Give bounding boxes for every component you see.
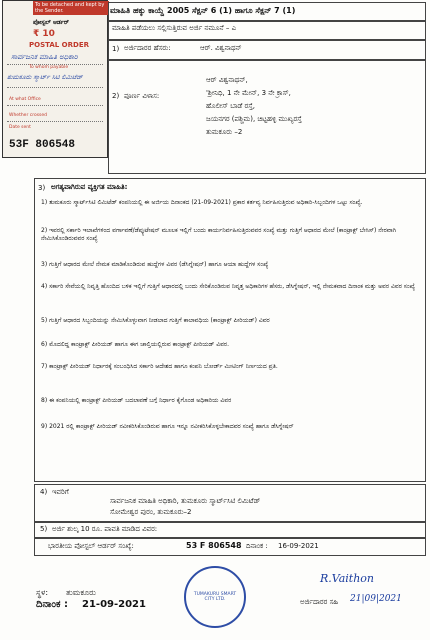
fee-label: ಅರ್ಜಿ ಶುಲ್ಕ 10 ರೂ. ಪಾವತಿ ಮಾಡಿದ ವಿವರ:: [52, 525, 158, 533]
divider: [7, 121, 103, 122]
divider: [108, 20, 426, 22]
postal-amount: ₹ 10: [33, 29, 55, 39]
list-item: 9) 2021 ರಲ್ಲಿ ಕಾಂಟ್ರಾಕ್ಟ್ ಪೀರಿಯಡ್ ನವೀಕರಿಸಿಕೊಂಡಿರುವ ಹಾಗೂ ಇನ್ನೂ ನವೀಕರಿಸಿಕೊಳ್ಳಬೇಕಾದವರ ಸಂಖ್ಯೆ ಹಾಗೂ ಡೆಸಿಗ್ನೇಷನ್: [41, 423, 294, 430]
divider: [7, 105, 103, 106]
postal-date-value: 16-09-2021: [278, 542, 319, 550]
row-number: 4): [40, 488, 48, 496]
signature-label: ಅರ್ಜಿದಾರರ ಸಹಿ: [300, 598, 339, 606]
list-item: 5) ಗುತ್ತಿಗೆ ಆಧಾರದ ಸಿಬ್ಬಂದಿಯನ್ನು ನೇಮಿಸಿಕೊಳ್ಳುವಾಗ ನೀಡಲಾದ ಗುತ್ತಿಗೆ ಕಾಲಾವಧಿಯ (ಕಾಂಟ್ರಾಕ್ಟ್ ಪೀರಿಯಡ್) ವಿವರ: [41, 317, 270, 324]
crossed-label: Whether crossed: [9, 113, 48, 118]
list-item: 1) ತುಮಕೂರು ಸ್ಮಾರ್ಟ್‌ಸಿಟಿ ಲಿಮಿಟೆಡ್ ಕಂಪನಿಯಲ್ಲಿ ಈ ಅರ್ಜಿಯ ದಿನಾಂಕದ (21-09-2021) ಪ್ರಕಾರ ಕರ್ತವ್ಯ ನಿರ್ವಹಿಸುತ್ತಿರುವ ಅಧಿಕಾರಿ-ಸಿಬ್ಬಂದಿಗಳ ಒಟ್ಟು ಸಂಖ್ಯೆ.: [41, 199, 363, 206]
list-item: 7) ಕಾಂಟ್ರಾಕ್ಟ್ ಪೀರಿಯಡ್ ನಿರ್ಧಾರಕ್ಕೆ ಸಂಬಂಧಿಸಿದ ಸರ್ಕಾರಿ ಆದೇಶದ ಹಾಗೂ ಕಂಪನಿ ಬೋರ್ಡ್ ಮೀಟಿಂಗ್ ನಿರ್ಣಯದ ಪ್ರತಿ.: [41, 363, 278, 370]
postal-header-kannada: ಪೋಸ್ಟಲ್ ಆರ್ಡರ್: [33, 19, 69, 26]
recipient-label: ಇವರಿಗೆ: [52, 488, 69, 496]
date-value: 21-09-2021: [82, 599, 146, 610]
recipient-line: ಸಾರ್ವಜನಿಕ ಮಾಹಿತಿ ಅಧಿಕಾರಿ, ತುಮಕೂರು ಸ್ಮಾರ್ಟ್‌ಸಿಟಿ ಲಿಮಿಟೆಡ್: [110, 497, 261, 505]
postal-order-label: ಭಾರತೀಯ ಪೋಸ್ಟಲ್ ಆರ್ಡರ್ ಸಂಖ್ಯೆ:: [48, 542, 134, 550]
page-title: ಮಾಹಿತಿ ಹಕ್ಕು ಕಾಯ್ದೆ 2005 ಸೆಕ್ಷನ್ 6 (1) ಹಾಗೂ ಸೆಕ್ಷನ್ 7 (1): [110, 6, 296, 15]
list-item: 4) ಸರ್ಕಾರಿ ಸೇವೆಯಲ್ಲಿ ನಿವೃತ್ತಿ ಹೊಂದಿದ ಬಳಿಕ ಇಲ್ಲಿಗೆ ಗುತ್ತಿಗೆ ಆಧಾರದಲ್ಲಿ ಬಂದು ಸೇರಿಕೊಂಡಿರುವ ನಿವೃತ್ತ ಅಧಿಕಾರಿಗಳ ಹೆಸರು, ಡೆಸಿಗ್ನೇಷನ್, ಇಲ್ಲಿ ನೇಮಕವಾದ ದಿನಾಂಕ ಮತ್ತು ಅವರ ವಿವರ ಸಂಖ್ಯೆ: [41, 283, 416, 290]
list-item: 3) ಗುತ್ತಿಗೆ ಆಧಾರದ ಮೇಲೆ ನೇಮಕ ಮಾಡಿಕೊಂಡಿರುವ ಹುದ್ದೆಗಳ ವಿವರ (ಡೆಸಿಗ್ನೇಷನ್) ಹಾಗೂ ಆಯಾ ಹುದ್ದೆಗಳ ಸಂಖ್ಯೆ: [41, 261, 269, 268]
recipient-line: ಸೋಮೇಶ್ವರ ಪುರಂ, ತುಮಕೂರು–2: [110, 508, 192, 516]
address-label: ಪೂರ್ಣ ವಿಳಾಸ:: [124, 92, 160, 100]
divider: [7, 87, 103, 88]
postal-date-label: ದಿನಾಂಕ :: [246, 542, 268, 550]
stamp-text: TUMAKURU SMART CITY LTD.: [193, 592, 237, 602]
date-sent-label: Date sent: [9, 125, 31, 130]
address-line: 'ಶ್ರೀನಿಧಿ, 1 ನೇ ಮೇನ್, 3 ನೇ ಕ್ರಾಸ್,: [206, 89, 291, 97]
requested-info-heading: ಅಗತ್ಯವಾಗಿರುವ ವ್ಯಕ್ತಿಗತ ಮಾಹಿತಿ:: [51, 183, 128, 191]
postal-order-stub: [2, 0, 108, 158]
place-value: ತುಮಕೂರು: [66, 588, 96, 597]
requested-info-box: [34, 178, 426, 482]
postal-order-title: POSTAL ORDER: [29, 41, 89, 49]
postal-serial-number: 53F 806548: [9, 139, 76, 151]
payee-handwritten-2: ತುಮಕೂರು ಸ್ಮಾರ್ಟ್ ಸಿಟಿ ಲಿಮಿಟೆಡ್: [7, 73, 83, 81]
row-number: 1): [112, 45, 120, 53]
applicant-signature: R.Vaithon: [320, 572, 375, 585]
postal-order-number: 53 F 806548: [186, 541, 242, 550]
to-whom-label: To whom payable: [29, 65, 69, 70]
list-item: 8) ಈ ಕಂಪನಿಯಲ್ಲಿ ಕಾಂಟ್ರಾಕ್ಟ್ ಪೀರಿಯಡ್ ಬದಲಾವಣೆ ಬಗ್ಗೆ ನಿರ್ಧಾರ ಕೈಗೊಂಡ ಅಧಿಕಾರಿಯ ವಿವರ: [41, 397, 232, 404]
row-number: 2): [112, 92, 120, 100]
address-line: ಜಯನಗರ (ಪಶ್ಚಿಮ), ಚಿಟ್ಟಹಳ್ಳಿ ಮುಖ್ಯರಸ್ತೆ: [206, 115, 302, 123]
detach-note: To be detached and kept by the Sender.: [33, 1, 109, 15]
row-number: 5): [40, 525, 48, 533]
payee-handwritten: ಸಾರ್ವಜನಿಕ ಮಾಹಿತಿ ಅಧಿಕಾರಿ: [11, 53, 78, 61]
at-office-label: At what Office: [9, 97, 41, 102]
place-label: ಸ್ಥಳ:: [36, 588, 49, 597]
row-number: 3): [38, 184, 46, 192]
address-line: ಹೊಲೀಸ್ ಬಾಡೆ ರಸ್ತೆ,: [206, 102, 256, 110]
list-item: 2) ಇವರಲ್ಲಿ ಸರ್ಕಾರಿ ಇಲಾಖೆಗಳಿಂದ ವರ್ಗಾವಣೆ/ಡೆಪ್ಯುಟೇಷನ್ ಮೂಲಕ ಇಲ್ಲಿಗೆ ಬಂದು ಕಾರ್ಯನಿರ್ವಹಿಸುತ್ತಿರುವವರ ಸಂಖ್ಯೆ ಮತ್ತು ಗುತ್ತಿಗೆ ಆಧಾರದ ಮೇಲೆ (ಕಾಂಟ್ರಾಕ್ಟ್ ಬೇಸಿಸ್) ನೇರವಾಗಿ ನೇಮಿಸಿಕೊಂಡಿರುವವರ ಸಂಖ್ಯೆ: [41, 227, 397, 242]
applicant-name-value: ಆರ್. ವಿಶ್ವನಾಥನ್: [200, 44, 242, 52]
company-seal-stamp: [184, 566, 246, 628]
signature-date: 21|09|2021: [350, 594, 402, 604]
address-line: ತುಮಕೂರು –2: [206, 128, 243, 136]
page-subtitle: ಮಾಹಿತಿ ಪಡೆಯಲು ಸಲ್ಲಿಸುತ್ತಿರುವ ಅರ್ಜಿ ನಮೂನೆ – ಎ: [112, 24, 237, 32]
date-label: ದಿನಾಂಕ :: [36, 599, 68, 610]
list-item: 6) ಮೊದಲಿದ್ದ ಕಾಂಟ್ರಾಕ್ಟ್ ಪೀರಿಯಡ್ ಹಾಗೂ ಈಗ ಚಾಲ್ತಿಯಲ್ಲಿರುವ ಕಾಂಟ್ರಾಕ್ಟ್ ಪೀರಿಯಡ್ ವಿವರ.: [41, 341, 230, 348]
applicant-name-label: ಅರ್ಜಿದಾರರ ಹೆಸರು:: [124, 44, 171, 52]
address-line: ಆರ್ ವಿಶ್ವನಾಥನ್,: [206, 76, 248, 84]
